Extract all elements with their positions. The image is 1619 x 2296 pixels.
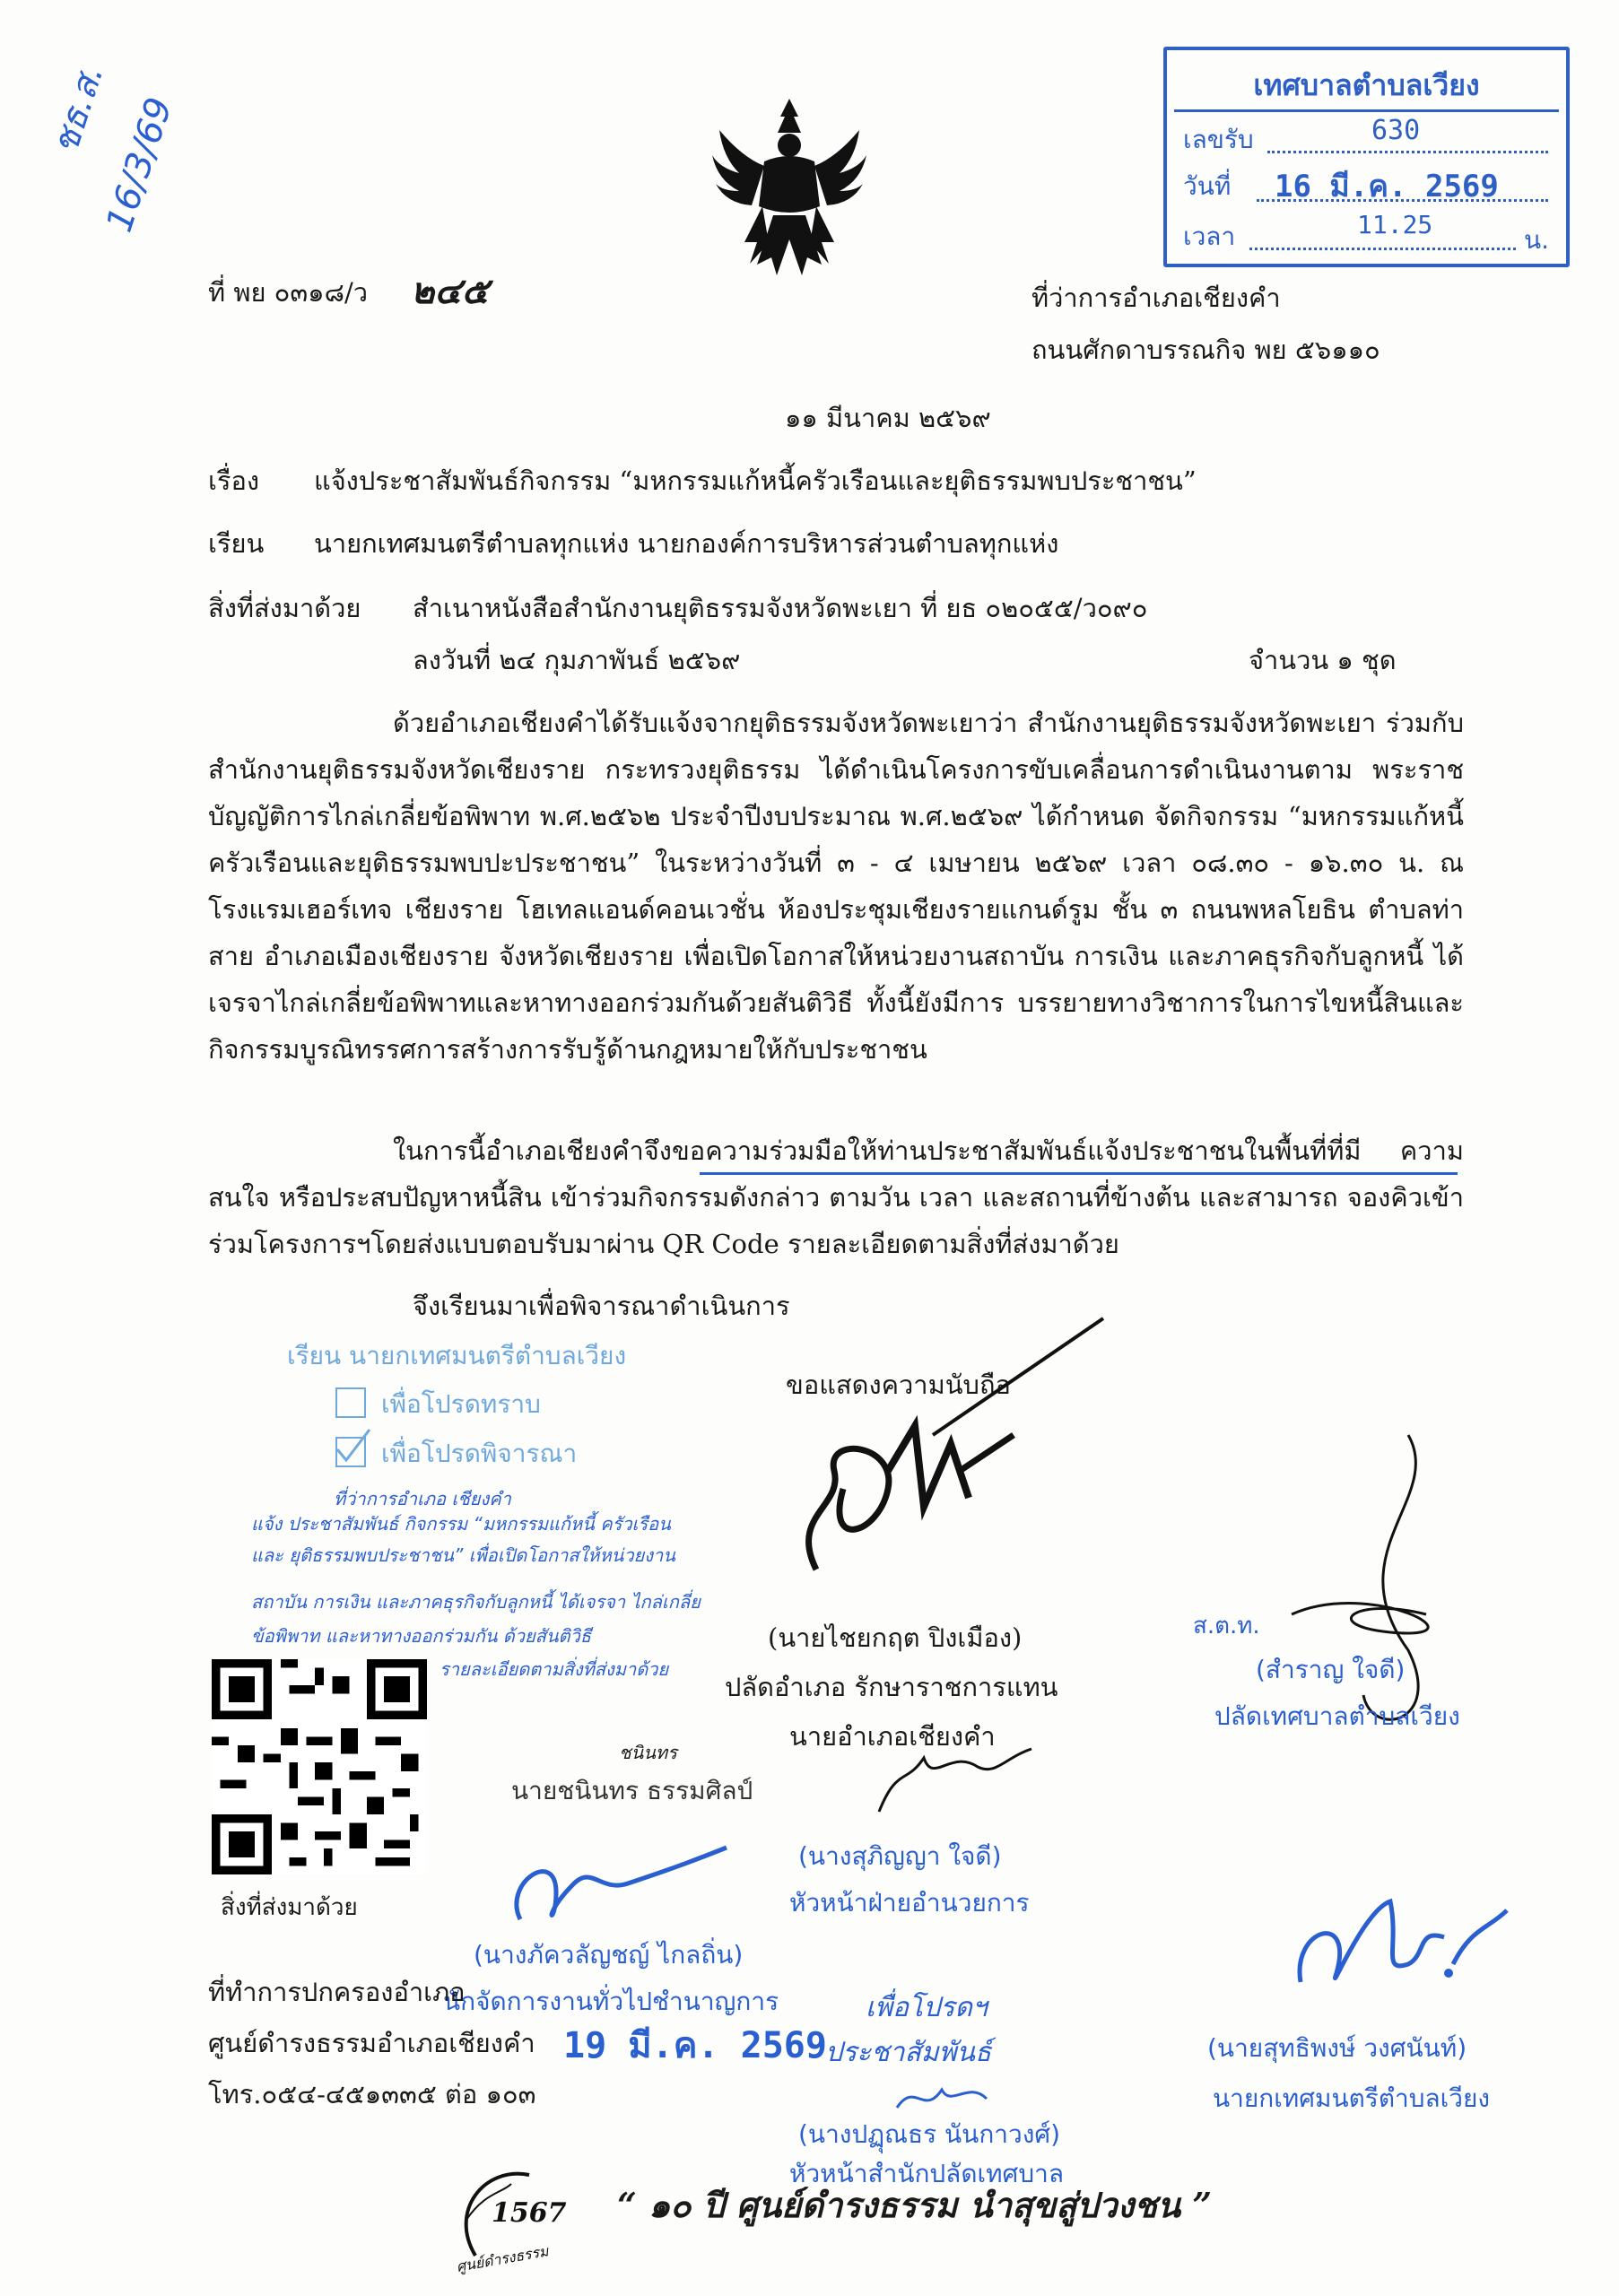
to-label: เรียน: [208, 528, 265, 559]
garuda-emblem-icon: [709, 90, 870, 287]
footer-dept: ที่ทำการปกครองอำเภอ: [208, 1977, 466, 2007]
qr-caption: สิ่งที่ส่งมาด้วย: [221, 1894, 358, 1921]
handwritten-underline: [700, 1172, 1458, 1175]
body-paragraph-1: ด้วยอำเภอเชียงคำได้รับแจ้งจากยุติธรรมจังหวัดพะเยาว่า สำนักงานยุติธรรมจังหวัดพะเยา ร่วมกับสำนักงานยุติธรรมจังหวัดเชียงราย กระทรวงยุติธรรม ได้ดำเนินโครงการขับเคลื่อนการดำเนินงานตาม พระราชบัญญัติการไกล่เกลี่ยข้อพิพาท พ.ศ.๒๕๖๒ ประจำปีงบประมาณ พ.ศ.๒๕๖๙ ได้กำหนด จัดกิจกรรม “มหกรรมแก้หนี้ครัวเรือนและยุติธรรมพบปะประชาชน” ในระหว่างวันที่ ๓ - ๔ เมษายน ๒๕๖๙ เวลา ๐๘.๓๐ - ๑๖.๓๐ น. ณ โรงแรมเฮอร์เทจ เชียงราย โฮเทลแอนด์คอนเวชั่น ห้องประชุมเชียงรายแกนด์รูม ชั้น ๓ ถนนพหลโยธิน ตำบลท่าสาย อำเภอเมืองเชียงราย จังหวัดเชียงราย เพื่อเปิดโอกาสให้หน่วยงานสถาบัน การเงิน และภาคธุรกิจกับลูกหนี้ ได้เจรจาไกล่เกลี่ยข้อพิพาทและหาทางออกร่วมกันด้วยสันติวิธี ทั้งนี้ยังมีการ บรรยายทางวิชาการในการไขหนี้สินและกิจกรรมบูรณิทรรศการสร้างการรับรู้ด้านกฎหมายให้กับประชาชน: [208, 708, 1464, 1065]
letter-date: ๑๑ มีนาคม ๒๕๖๙: [785, 403, 991, 433]
main-signer-position: ปลัดอำเภอ รักษาราชการแทน: [725, 1672, 1058, 1702]
main-signer-office: นายอำเภอเชียงคำ: [789, 1721, 996, 1752]
main-signature-icon: [789, 1309, 1112, 1605]
bottom-mid-handwritten-1: เพื่อโปรดฯ: [866, 1992, 988, 2023]
handwritten-initials: ชธ.ส.: [44, 59, 112, 160]
subject-label: เรื่อง: [208, 465, 260, 496]
right-signer-name: (สำราญ ใจดี): [1256, 1655, 1406, 1684]
enclosure-count: จำนวน ๑ ชุด: [1249, 645, 1397, 675]
footer-phone: โทร.๐๕๔-๔๕๑๓๓๕ ต่อ ๑๐๓: [208, 2079, 536, 2109]
mid-signer-name: (นางสุภิญญา ใจดี): [798, 1841, 1002, 1871]
reference-number: ที่ พย ๐๓๑๘/ว: [208, 277, 369, 308]
handwritten-note-line3: และ ยุติธรรมพบประชาชน” เพื่อเปิดโอกาสให้หน่วยงาน: [251, 1544, 675, 1566]
left-signature-icon: [502, 1830, 736, 1937]
office-name: ที่ว่าการอำเภอเชียงคำ: [1031, 283, 1281, 313]
footer-center: ศูนย์ดำรงธรรมอำเภอเชียงคำ: [208, 2028, 535, 2058]
main-signer-name: (นายไชยกฤต ปิงเมือง): [768, 1622, 1023, 1653]
stamp-org: เทศบาลตำบลเวียง: [1253, 68, 1480, 102]
bottom-right-signer-position: นายกเทศมนตรีตำบลเวียง: [1213, 2083, 1491, 2113]
option-acknowledge: เพื่อโปรดทราบ: [381, 1389, 541, 1419]
handwritten-note-line1: ที่ว่าการอำเภอ เชียงคำ: [334, 1488, 511, 1509]
logo-number: 1567: [492, 2197, 567, 2229]
checkbox-acknowledge[interactable]: [335, 1387, 366, 1418]
footer-slogan: “ ๑๐ ปี ศูนย์ดำรงธรรม นำสุขสู่ปวงชน ”: [617, 2185, 1213, 2225]
date-received-stamp: 19 มี.ค. 2569: [563, 2025, 827, 2066]
left2-signer-name: (นางภัควลัญชญ์ ไกลถิ่น): [474, 1940, 744, 1970]
mid-signature-icon: [870, 1731, 1049, 1830]
closing-line: จึงเรียนมาเพื่อพิจารณาดำเนินการ: [413, 1291, 790, 1321]
right-signer-position: ปลัดเทศบาลตำบลเวียง: [1214, 1701, 1460, 1731]
stamp-date-value: 16 มี.ค. 2569: [1275, 169, 1499, 204]
option-consider: เพื่อโปรดพิจารณา: [381, 1439, 578, 1468]
stamp-time-label: เวลา: [1183, 222, 1236, 251]
bottom-mid-handwritten-2: ประชาสัมพันธ์: [825, 2037, 992, 2068]
to-text: นายกเทศมนตรีตำบลทุกแห่ง นายกองค์การบริหารส่วนตำบลทุกแห่ง: [314, 528, 1059, 559]
qr-code[interactable]: [212, 1659, 427, 1874]
mid-signer-position: หัวหน้าฝ่ายอำนวยการ: [789, 1888, 1030, 1918]
receipt-stamp: [1163, 47, 1570, 267]
bottom-right-signer-name: (นายสุทธิพงษ์ วงศนันท์): [1207, 2033, 1467, 2063]
bottom-mid-signer-position: หัวหน้าสำนักปลัดเทศบาล: [789, 2159, 1064, 2188]
reference-number-handwritten: ๒๔๕: [411, 271, 489, 312]
handwritten-note-line2: แจ้ง ประชาสัมพันธ์ กิจกรรม “มหกรรมแก้หนี้ ครัวเรือน: [251, 1513, 671, 1535]
stamp-no-value: 630: [1371, 115, 1421, 146]
damrongdhama-logo-icon: [448, 2157, 592, 2283]
body-paragraph-2: ในการนี้อำเภอเชียงคำจึงขอความร่วมมือให้ท่านประชาสัมพันธ์แจ้งประชาชนในพื้นที่ที่มี ความสนใจ หรือประสบปัญหาหนี้สิน เข้าร่วมกิจกรรมดังกล่าว ตามวัน เวลา และสถานที่ข้างต้น และสามารถ จองคิวเข้าร่วมโครงการฯโดยส่งแบบตอบรับมาผ่าน QR Code รายละเอียดตามสิ่งที่ส่งมาด้วย: [208, 1135, 1464, 1259]
handwritten-note-line6: รายละเอียดตามสิ่งที่ส่งมาด้วย: [440, 1658, 669, 1680]
mid-left-signer-name: นายชนินทร ธรรมศิลป์: [511, 1776, 753, 1805]
bottom-right-signature-icon: [1283, 1874, 1516, 2009]
right-signer-initials: ส.ต.ท.: [1193, 1613, 1260, 1639]
handwritten-note-line5: ข้อพิพาท และหาทางออกร่วมกัน ด้วยสันติวิธี: [251, 1625, 591, 1647]
stamp-time-unit: น.: [1524, 225, 1550, 255]
left2-signer-position: นักจัดการงานทั่วไปชำนาญการ: [443, 1987, 779, 2016]
logo-caption: ศูนย์ดำรงธรรม: [455, 2242, 550, 2275]
enclosure-line2: ลงวันที่ ๒๔ กุมภาพันธ์ ๒๕๖๙: [413, 645, 741, 675]
stamp-date-label: วันที่: [1183, 171, 1232, 201]
enclosure-line1: สำเนาหนังสือสำนักงานยุติธรรมจังหวัดพะเยา ที่ ยธ ๐๒๐๕๕/ว๐๙๐: [413, 593, 1148, 623]
handwritten-date: 16/3/69: [99, 92, 181, 238]
subject-text: แจ้งประชาสัมพันธ์กิจกรรม “มหกรรมแก้หนี้ครัวเรือนและยุติธรรมพบประชาชน”: [314, 465, 1197, 496]
office-address: ถนนศักดาบรรณกิจ พย ๕๖๑๑๐: [1031, 335, 1380, 365]
sign-off: ขอแสดงความนับถือ: [786, 1370, 1011, 1400]
mid-left-signer-handwritten: ชนินทร: [619, 1742, 677, 1763]
stamp-time-value: 11.25: [1357, 210, 1433, 239]
bottom-mid-signer-name: (นางปฏุณธร นันกาวงศ์): [798, 2119, 1061, 2149]
enclosure-label: สิ่งที่ส่งมาด้วย: [208, 593, 361, 623]
routing-to: เรียน นายกเทศมนตรีตำบลเวียง: [287, 1341, 627, 1370]
stamp-no-label: เลขรับ: [1183, 125, 1254, 154]
handwritten-note-line4: สถาบัน การเงิน และภาคธุรกิจกับลูกหนี้ ได้เจรจา ไกล่เกลี่ย: [251, 1591, 701, 1613]
checkmark-icon: [334, 1426, 373, 1465]
